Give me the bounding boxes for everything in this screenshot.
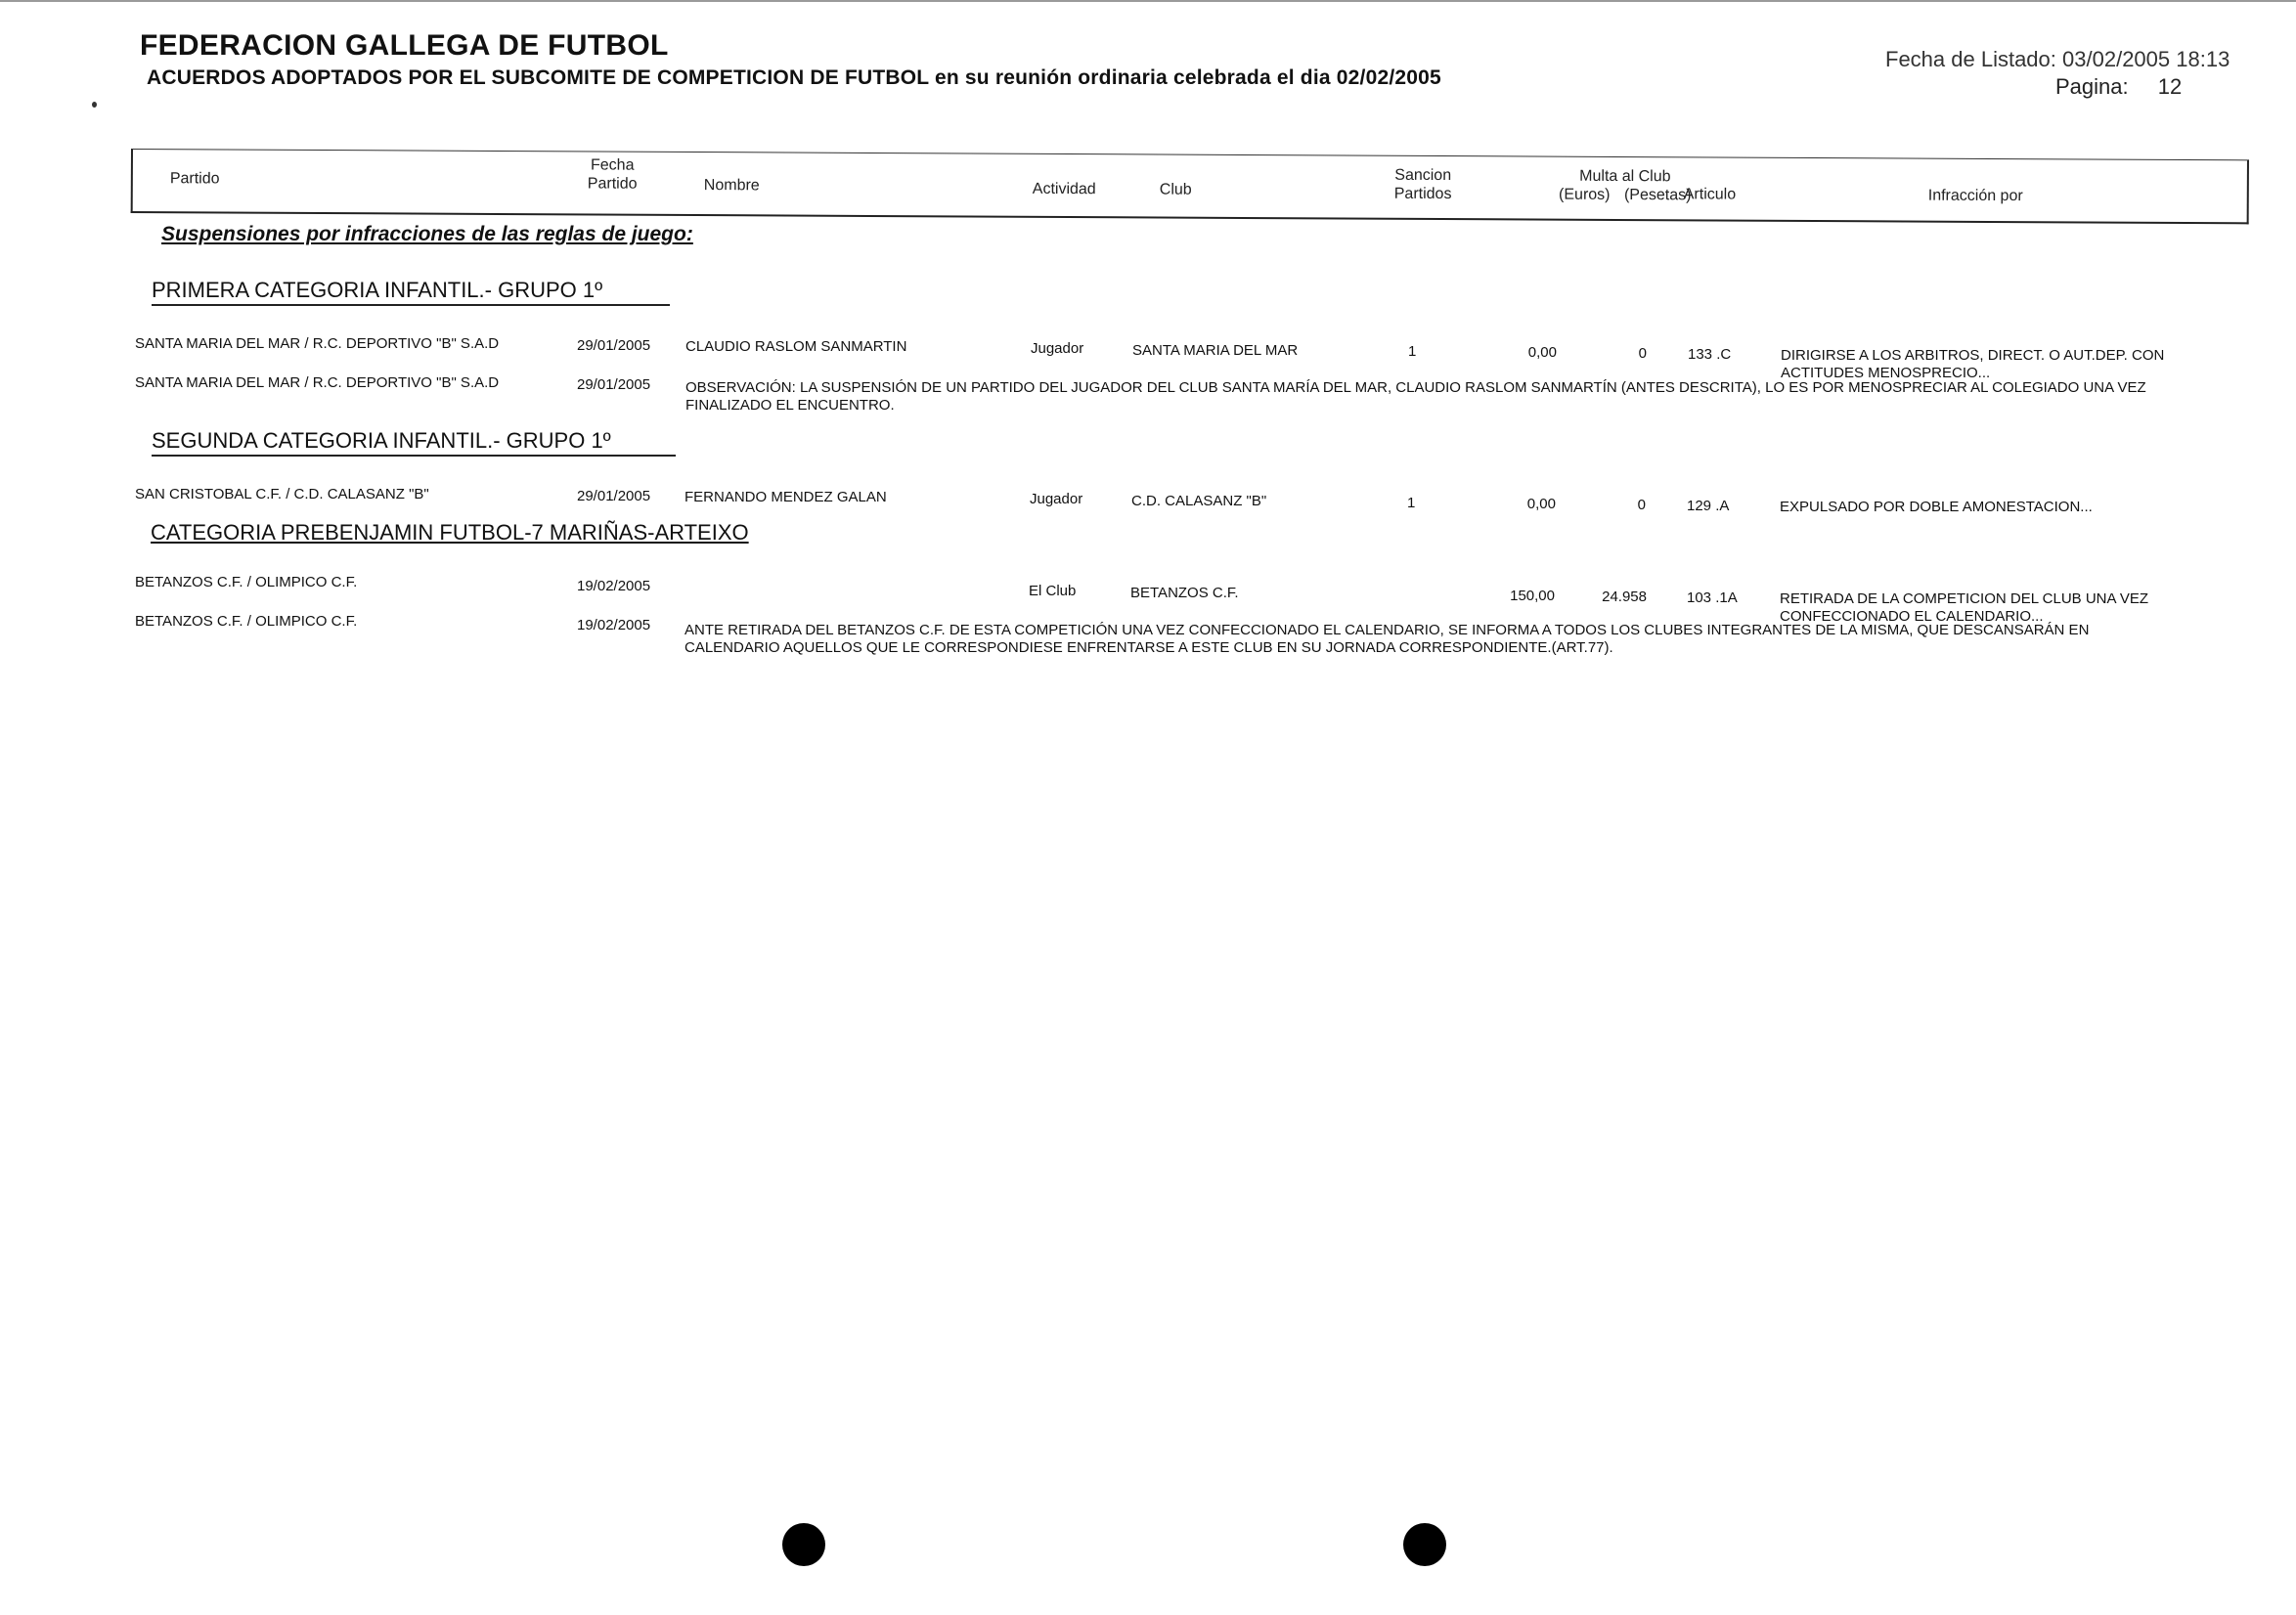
col-fecha [588, 155, 638, 193]
page-number [2055, 74, 2182, 100]
row-nombre: CLAUDIO RASLOM SANMARTIN [685, 338, 907, 355]
row-actividad: Jugador [1030, 491, 1083, 507]
page-number-value: 12 [2157, 74, 2183, 99]
obs-partido: SANTA MARIA DEL MAR / R.C. DEPORTIVO "B" S.A.D [135, 374, 500, 391]
row-sancion: 1 [1407, 495, 1416, 511]
row-articulo: 129 .A [1687, 498, 1730, 514]
row-infraccion: DIRIGIRSE A LOS ARBITROS, DIRECT. O AUT.DEP. CON ACTITUDES MENOSPRECIO... [1781, 347, 2165, 381]
obs-partido: BETANZOS C.F. / OLIMPICO C.F. [135, 613, 358, 630]
category-title: SEGUNDA CATEGORIA INFANTIL.- GRUPO 1º [152, 428, 676, 457]
col-fecha-line2: Partido [587, 175, 638, 193]
section-title: Suspensiones por infracciones de las reglas de juego: [161, 223, 693, 245]
row-euros: 0,00 [1526, 496, 1556, 512]
row-pesetas: 0 [1638, 345, 1647, 362]
row-club: SANTA MARIA DEL MAR [1132, 342, 1299, 359]
col-sancion-line2: Partidos [1393, 185, 1452, 203]
row-pesetas: 0 [1637, 497, 1646, 513]
col-club: Club [1159, 181, 1192, 198]
row-partido: SAN CRISTOBAL C.F. / C.D. CALASANZ "B" [135, 486, 429, 502]
obs-fecha: 29/01/2005 [577, 376, 651, 393]
obs-text: ANTE RETIRADA DEL BETANZOS C.F. DE ESTA COMPETICIÓN UNA VEZ CONFECCIONADO EL CALENDARIO, SE INFORMA A TODOS LOS CLUBES INTEGRANTES DE LA MISMA, QUE DESCANSARÁN EN CALENDARIO AQUELLOS QUE LE CORRESPONDIESE ENFRENTARSE A ESTE CLUB EN SU JORNADA CORRESPONDIENTE.(ART.77). [684, 622, 2090, 656]
listing-date [1885, 47, 2230, 72]
page-number-label: Pagina: [2055, 74, 2129, 99]
col-nombre: Nombre [703, 177, 760, 195]
column-header-box [131, 149, 2249, 224]
row-euros: 150,00 [1510, 588, 1555, 604]
col-sancion-line1: Sancion [1394, 166, 1452, 185]
col-pesetas: (Pesetas) [1623, 186, 1692, 204]
row-infraccion: RETIRADA DE LA COMPETICION DEL CLUB UNA VEZ CONFECCIONADO EL CALENDARIO... [1780, 590, 2149, 625]
row-actividad: El Club [1029, 583, 1077, 599]
scan-speck [92, 102, 97, 108]
row-club: C.D. CALASANZ "B" [1131, 493, 1267, 509]
row-fecha: 29/01/2005 [577, 488, 651, 504]
col-partido: Partido [169, 170, 220, 188]
organization-title: FEDERACION GALLEGA DE FUTBOL [140, 29, 669, 62]
col-articulo: Articulo [1683, 186, 1737, 203]
listing-date-value: 03/02/2005 18:13 [2062, 47, 2230, 71]
obs-text: OBSERVACIÓN: LA SUSPENSIÓN DE UN PARTIDO DEL JUGADOR DEL CLUB SANTA MARÍA DEL MAR, CLAUDIO RASLOM SANMARTÍN (ANTES DESCRITA), LO ES POR MENOSPRECIAR AL COLEGIADO UNA VEZ FINALIZADO EL ENCUENTRO. [685, 379, 2146, 414]
row-articulo: 133 .C [1688, 346, 1732, 363]
col-euros: (Euros) [1559, 186, 1611, 203]
scan-top-edge [0, 0, 2296, 2]
row-fecha: 19/02/2005 [577, 578, 651, 594]
row-partido: BETANZOS C.F. / OLIMPICO C.F. [135, 574, 358, 590]
row-fecha: 29/01/2005 [577, 337, 651, 354]
punch-hole [782, 1523, 825, 1566]
row-sancion: 1 [1408, 343, 1417, 360]
row-euros: 0,00 [1527, 344, 1557, 361]
meeting-subtitle: ACUERDOS ADOPTADOS POR EL SUBCOMITE DE COMPETICION DE FUTBOL en su reunión ordinaria celebrada el dia 02/02/2005 [147, 66, 1441, 89]
category-title: PRIMERA CATEGORIA INFANTIL.- GRUPO 1º [152, 278, 670, 306]
category-title: CATEGORIA PREBENJAMIN FUTBOL-7 MARIÑAS-ARTEIXO [151, 520, 749, 545]
row-articulo: 103 .1A [1687, 589, 1738, 606]
col-sancion [1394, 166, 1452, 203]
col-infraccion: Infracción por [1927, 187, 2023, 205]
punch-hole [1403, 1523, 1446, 1566]
obs-fecha: 19/02/2005 [577, 617, 651, 633]
row-partido: SANTA MARIA DEL MAR / R.C. DEPORTIVO "B" S.A.D [135, 335, 500, 352]
col-actividad: Actividad [1032, 180, 1096, 198]
col-fecha-line1: Fecha [590, 156, 635, 174]
row-pesetas: 24.958 [1602, 589, 1647, 605]
row-actividad: Jugador [1031, 340, 1084, 357]
row-nombre: FERNANDO MENDEZ GALAN [684, 489, 887, 505]
row-club: BETANZOS C.F. [1130, 585, 1239, 601]
row-infraccion: EXPULSADO POR DOBLE AMONESTACION... [1780, 499, 2093, 515]
col-multa-title: Multa al Club [1579, 167, 1671, 186]
listing-date-label: Fecha de Listado: [1885, 47, 2056, 71]
